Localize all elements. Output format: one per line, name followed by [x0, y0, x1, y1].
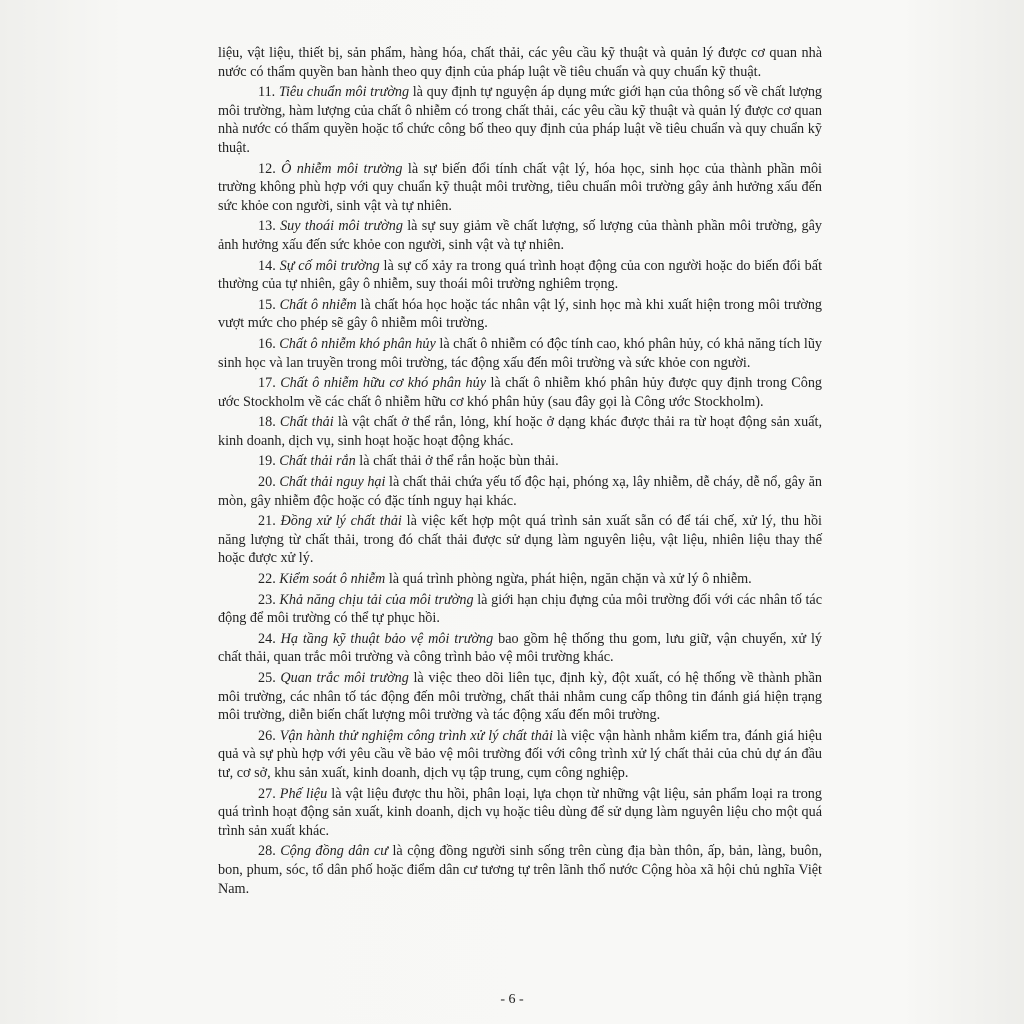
definition-text: là quy định tự nguyện áp dụng mức giới hạn của thông số về chất lượng môi trường, hàm lượng của chất ô nhiễm có trong chất thải, các yêu cầu kỹ thuật và quản lý được cơ quan nhà nước có thẩm quyền hoặc tổ chức công bố theo quy định của pháp luật về tiêu chuẩn và quy chuẩn kỹ thuật.: [218, 84, 823, 156]
definition-item: [218, 512, 822, 568]
item-number: 20.: [258, 474, 276, 491]
intro-paragraph: liệu, vật liệu, thiết bị, sản phẩm, hàng hóa, chất thải, các yêu cầu kỹ thuật và quản lý được cơ quan nhà nước có thẩm quyền ban hành theo quy định của pháp luật về tiêu chuẩn và quy chuẩn kỹ thuật.: [218, 45, 822, 80]
defined-term: Chất thải rắn: [279, 453, 356, 470]
definition-text: là việc vận hành nhằm kiểm tra, đánh giá hiệu quả và sự phù hợp với yêu cầu về bảo vệ môi trường đối với công trình xử lý chất thải của chủ dự án đầu tư, cơ sở, khu sản xuất, kinh doanh, dịch vụ tập trung, cụm công nghiệp.: [218, 727, 823, 781]
item-number: 15.: [258, 296, 276, 313]
definition-text: là vật chất ở thể rắn, lỏng, khí hoặc ở dạng khác được thải ra từ hoạt động sản xuất, kinh doanh, dịch vụ, sinh hoạt hoặc hoạt động khác.: [218, 414, 822, 449]
definition-text: là quá trình phòng ngừa, phát hiện, ngăn chặn và xử lý ô nhiễm.: [385, 571, 752, 588]
item-number: 27.: [258, 785, 276, 802]
definition-text: là sự biến đổi tính chất vật lý, hóa học, sinh học của thành phần môi trường không phù hợp với quy chuẩn kỹ thuật môi trường, tiêu chuẩn môi trường gây ảnh hưởng xấu đến sức khỏe con người, sinh vật và tự nhiên.: [218, 160, 822, 214]
defined-term: Kiểm soát ô nhiễm: [279, 571, 386, 588]
defined-term: Vận hành thử nghiệm công trình xử lý chất thải: [279, 727, 553, 744]
defined-term: Chất ô nhiễm khó phân hủy: [279, 335, 436, 352]
defined-term: Cộng đồng dân cư: [280, 843, 389, 860]
defined-term: Chất ô nhiễm hữu cơ khó phân hủy: [280, 375, 487, 392]
definition-text: là chất hóa học hoặc tác nhân vật lý, sinh học mà khi xuất hiện trong môi trường vượt mức cho phép sẽ gây ô nhiễm môi trường.: [218, 296, 823, 332]
definition-item: [218, 842, 822, 898]
definition-text: là chất thải chứa yếu tố độc hại, phóng xạ, lây nhiễm, dễ cháy, dễ nổ, gây ăn mòn, gây nhiễm độc hoặc có đặc tính nguy hại khác.: [218, 474, 823, 509]
item-number: 25.: [258, 670, 276, 686]
definition-list: [218, 83, 822, 898]
definition-text: là cộng đồng người sinh sống trên cùng địa bàn thôn, ấp, bản, làng, buôn, bon, phum, sóc, tổ dân phố hoặc điểm dân cư tương tự trên lãnh thổ nước Cộng hòa xã hội chủ nghĩa Việt Nam.: [218, 843, 823, 897]
page-number: - 6 -: [500, 992, 524, 1007]
definition-text: là sự cố xảy ra trong quá trình hoạt động của con người hoặc do biến đổi bất thường của tự nhiên, gây ô nhiễm, suy thoái môi trường nghiêm trọng.: [218, 257, 823, 293]
defined-term: Chất thải nguy hại: [279, 474, 386, 491]
item-number: 21.: [258, 513, 276, 530]
definition-item: [218, 727, 822, 783]
item-number: 23.: [258, 591, 276, 608]
definition-item: [218, 570, 822, 589]
defined-term: Suy thoái môi trường: [280, 218, 403, 235]
definition-item: [218, 473, 822, 510]
item-number: 28.: [258, 843, 276, 860]
defined-term: Đồng xử lý chất thải: [280, 513, 402, 530]
definition-item: [218, 160, 822, 216]
defined-term: Quan trắc môi trường: [280, 670, 409, 686]
definition-text: là chất ô nhiễm có độc tính cao, khó phân hủy, có khả năng tích lũy sinh học và lan truyền trong môi trường, tác động xấu đến môi trường và sức khỏe con người.: [218, 335, 823, 371]
definition-item: [218, 591, 822, 628]
definition-item: [218, 669, 822, 725]
definition-item: [218, 335, 822, 372]
item-number: 18.: [258, 414, 276, 431]
definition-text: là chất ô nhiễm khó phân hủy được quy định trong Công ước Stockholm về các chất ô nhiễm hữu cơ khó phân hủy (sau đây gọi là Công ước Stockholm).: [218, 375, 823, 410]
definition-text: bao gồm hệ thống thu gom, lưu giữ, vận chuyển, xử lý chất thải, quan trắc môi trường và công trình bảo vệ môi trường khác.: [218, 630, 822, 666]
definition-item: [218, 413, 822, 450]
definition-item: [218, 785, 822, 841]
item-number: 14.: [258, 257, 276, 274]
defined-term: Chất thải: [279, 414, 334, 431]
definition-text: là việc kết hợp một quá trình sản xuất sẵn có để tái chế, xử lý, thu hồi năng lượng từ chất thải, trong đó chất thải được sử dụng làm nguyên liệu, vật liệu, nhiên liệu thay thế hoặc được xử lý.: [218, 513, 822, 567]
definition-text: là việc theo dõi liên tục, định kỳ, đột xuất, có hệ thống về thành phần môi trường, các nhân tố tác động đến môi trường, chất thải nhằm cung cấp thông tin đánh giá hiện trạng môi trường, diễn biến chất lượng môi trường và tác động xấu đến môi trường.: [218, 670, 822, 724]
item-number: 26.: [258, 727, 276, 744]
item-number: 17.: [258, 375, 276, 392]
definition-text: là chất thải ở thể rắn hoặc bùn thải.: [355, 453, 559, 470]
definition-item: [218, 83, 822, 157]
defined-term: Phế liệu: [279, 785, 328, 802]
item-number: 12.: [258, 160, 276, 177]
definition-item: [218, 296, 822, 333]
item-number: 13.: [258, 218, 276, 235]
defined-term: Sự cố môi trường: [279, 257, 380, 274]
definition-text: là giới hạn chịu đựng của môi trường đối với các nhân tố tác động để môi trường có thể tự phục hồi.: [218, 591, 822, 627]
item-number: 24.: [258, 630, 276, 647]
definition-item: [218, 452, 822, 471]
definition-item: [218, 630, 822, 667]
defined-term: Tiêu chuẩn môi trường: [278, 84, 410, 101]
defined-term: Ô nhiễm môi trường: [281, 160, 403, 177]
defined-term: Chất ô nhiễm: [279, 296, 357, 313]
item-number: 16.: [258, 335, 276, 352]
item-number: 22.: [258, 571, 276, 588]
item-number: 19.: [258, 453, 276, 470]
defined-term: Khả năng chịu tải của môi trường: [279, 591, 474, 608]
definition-item: [218, 374, 822, 411]
item-number: 11.: [258, 84, 276, 101]
definition-item: [218, 217, 822, 254]
document-body: [218, 44, 822, 898]
definition-text: là sự suy giảm về chất lượng, số lượng của thành phần môi trường, gây ảnh hưởng xấu đến sức khỏe con người, sinh vật và tự nhiên.: [218, 218, 822, 253]
definition-text: là vật liệu được thu hồi, phân loại, lựa chọn từ những vật liệu, sản phẩm loại ra trong quá trình hoạt động sản xuất, kinh doanh, dịch vụ hoặc tiêu dùng để sử dụng làm nguyên liệu cho một quá trình sản xuất khác.: [218, 785, 822, 839]
defined-term: Hạ tầng kỹ thuật bảo vệ môi trường: [280, 630, 494, 647]
definition-item: [218, 257, 822, 294]
